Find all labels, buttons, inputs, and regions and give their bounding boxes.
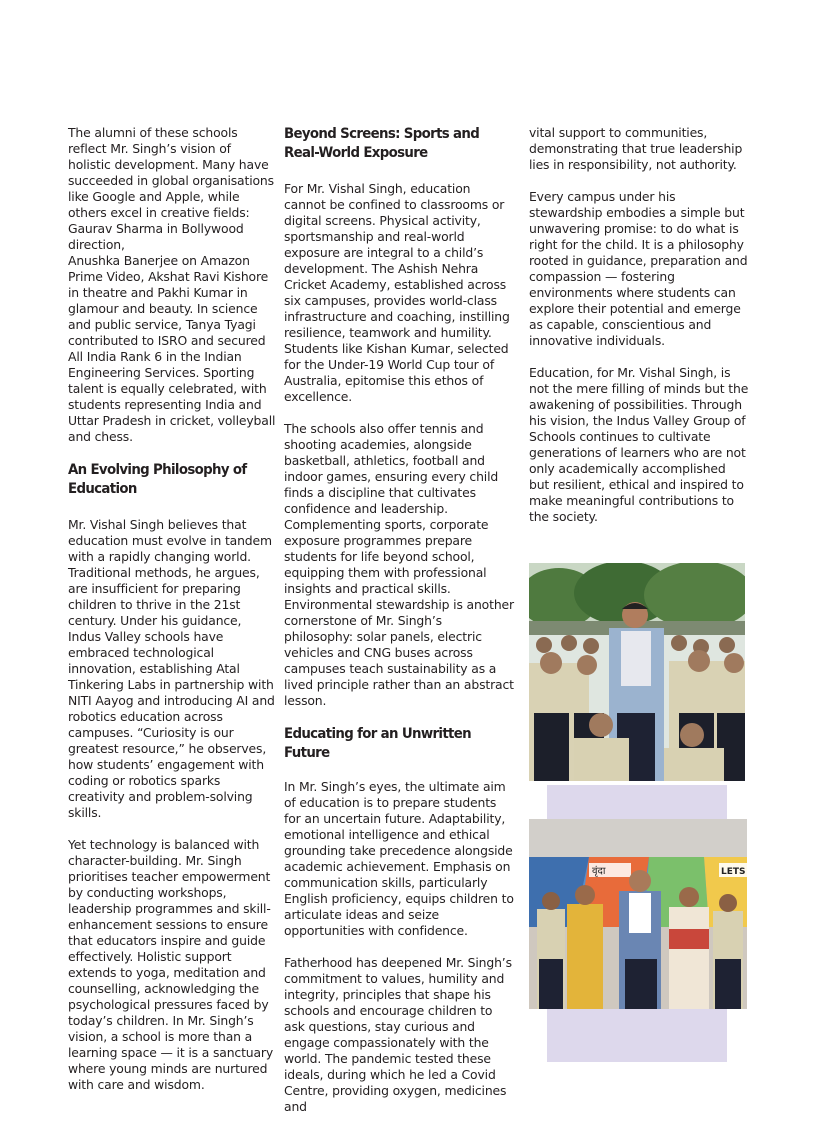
paragraph: In Mr. Singh’s eyes, the ultimate aim of education is to prepare students for an uncertain future. Adaptability, emotional intelligence and ethical grounding take precedence alongside academic achievement. Emphasis on communication skills, particularly English proficiency, equips children to articulate ideas and seize opportunities with confidence. bbox=[284, 779, 514, 938]
mural-text: वृंदा bbox=[592, 866, 606, 877]
section-heading: Educating for an Unwritten Future bbox=[284, 726, 471, 761]
column-2 bbox=[284, 125, 514, 1131]
section-heading: Beyond Screens: Sports and Real-World Exposure bbox=[284, 126, 480, 161]
paragraph: Every campus under his stewardship embodies a simple but unwavering promise: to do what is right for the child. It is a philosophy rooted in guidance, preparation and compassion — fostering environments where students can explore their potential and emerge as capable, conscientious and innovative individuals. bbox=[529, 189, 748, 348]
photo-students-group bbox=[529, 563, 745, 781]
paragraph: Education, for Mr. Vishal Singh, is not the mere filling of minds but the awakening of possibilities. Through his vision, the Indus Valley Group of Schools continues to cultivate generations of learners who are not only academically accomplished but resilient, ethical and inspired to make meaningful contributions to the society. bbox=[529, 365, 749, 524]
section-heading: An Evolving Philosophy of Education bbox=[68, 462, 247, 497]
paragraph: The schools also offer tennis and shooting academies, alongside basketball, athletics, football and indoor games, ensuring every child finds a discipline that cultivates confidence and leadership. Complementing sports, corporate exposure programmes prepare students for life beyond school, equipping them with professional insights and practical skills. Environmental stewardship is another cornerstone of Mr. Singh’s philosophy: solar panels, electric vehicles and CNG buses across campuses teach sustainability as a lived principle rather than an abstract lesson. bbox=[284, 421, 514, 708]
paragraph: Anushka Banerjee on Amazon Prime Video, Akshat Ravi Kishore in theatre and Pakhi Kumar in glamour and beauty. In science and public service, Tanya Tyagi contributed to ISRO and secured All India Rank 6 in the Indian Engineering Services. Sporting talent is equally celebrated, with students representing India and Uttar Pradesh in cricket, volleyball and chess. bbox=[68, 253, 276, 444]
paragraph: Mr. Vishal Singh believes that education must evolve in tandem with a rapidly changing world. Traditional methods, he argues, are insufficient for preparing children to thrive in the 21st century. Under his guidance, Indus Valley schools have embraced technological innovation, establishing Atal Tinkering Labs in partnership with NITI Aayog and introducing AI and robotics education across campuses. “Curiosity is our greatest resource,” he observes, how students’ engagement with coding or robotics sparks creativity and problem-solving skills. bbox=[68, 517, 275, 820]
mural-text: LETS bbox=[721, 867, 746, 877]
paragraph: vital support to communities, demonstrating that true leadership lies in responsibility, not authority. bbox=[529, 125, 743, 172]
paragraph: Fatherhood has deepened Mr. Singh’s commitment to values, humility and integrity, principles that shape his schools and encourage children to ask questions, stay curious and engage compassionately with the world. The pandemic tested these ideals, during which he led a Covid Centre, providing oxygen, medicines and bbox=[284, 955, 512, 1114]
paragraph: For Mr. Vishal Singh, education cannot be confined to classrooms or digital screens. Physical activity, sportsmanship and real-world exposure are integral to a child’s development. The Ashish Nehra Cricket Academy, established across six campuses, provides world-class infrastructure and coaching, instilling resilience, teamwork and humility. Students like Kishan Kumar, selected for the Under-19 World Cup tour of Australia, epitomise this ethos of excellence. bbox=[284, 181, 510, 404]
column-3 bbox=[529, 125, 749, 541]
photo-mural-group bbox=[529, 819, 747, 1009]
paragraph: Yet technology is balanced with character-building. Mr. Singh prioritises teacher empowerment by conducting workshops, leadership programmes and skill-enhancement sessions to ensure that educators inspire and guide effectively. Holistic support extends to yoga, meditation and counselling, acknowledging the psychological pressures faced by today’s children. In Mr. Singh’s vision, a school is more than a learning space — it is a sanctuary where young minds are nurtured with care and wisdom. bbox=[68, 837, 274, 1092]
column-1 bbox=[68, 125, 276, 1109]
paragraph: The alumni of these schools reflect Mr. Singh’s vision of holistic development. Many have succeeded in global organisations like Google and Apple, while others excel in creative fields: Gaurav Sharma in Bollywood direction, bbox=[68, 125, 274, 252]
